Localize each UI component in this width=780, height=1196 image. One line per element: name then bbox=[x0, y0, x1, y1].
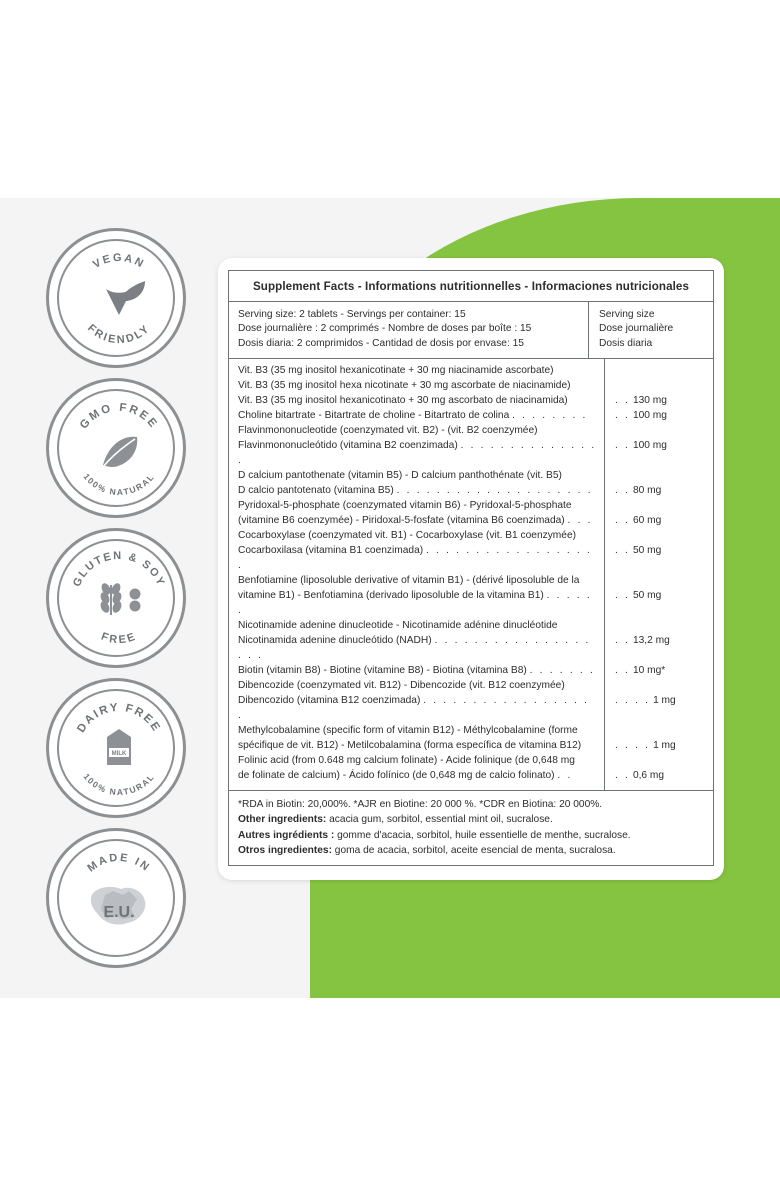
leader-dots: . . bbox=[615, 545, 631, 557]
gmo-free-badge bbox=[46, 378, 186, 518]
other-ingredients-label-es: Otros ingredientes: bbox=[238, 844, 332, 856]
vegan-friendly-badge-art bbox=[49, 231, 189, 371]
dosis-diaria-label: Dosis diaria bbox=[599, 337, 653, 349]
vegan-friendly-bottom-text: FRIENDLY bbox=[85, 322, 153, 347]
nutrient-name-line: Vit. B3 (35 mg inositol hexanicotinato + 30 mg ascorbato de niacinamida) bbox=[238, 395, 568, 407]
nutrient-name-line: Nicotinamida adenine dinucleótido (NADH) bbox=[238, 635, 432, 647]
made-in-eu-badge bbox=[46, 828, 186, 968]
milk-carton-icon bbox=[107, 729, 131, 765]
nutrient-amount: 50 mg bbox=[632, 590, 662, 602]
other-ingredients-en bbox=[238, 812, 704, 827]
other-ingredients-es bbox=[238, 843, 704, 858]
rda-footnote: *RDA in Biotin: 20,000%. *AJR en Biotine: 20 000 %. *CDR en Biotina: 20 000%. bbox=[238, 799, 603, 811]
nutrient-name-line: Biotin (vitamin B8) - Biotine (vitamine B8) - Biotina (vitamina B8) bbox=[238, 665, 527, 677]
serving-information bbox=[229, 302, 713, 358]
nutrient-name-line: Nicotinamide adenine dinucleotide - Nicotinamide adénine dinucléotide bbox=[238, 620, 558, 632]
dairy-free-badge bbox=[46, 678, 186, 818]
other-ingredients-label-en: Other ingredients: bbox=[238, 814, 327, 826]
milk-carton-label: MILK bbox=[111, 751, 127, 757]
nutrient-row bbox=[229, 619, 713, 664]
svg-text:GLUTEN & SOY bbox=[71, 550, 167, 589]
nutrient-list bbox=[229, 359, 713, 790]
leader-dots: . . . . bbox=[615, 695, 651, 707]
nutrient-amount: 100 mg bbox=[632, 410, 667, 422]
nutrient-row bbox=[229, 499, 713, 529]
svg-text:FREE bbox=[99, 630, 138, 646]
serving-information-left bbox=[229, 302, 588, 358]
wheat-icon bbox=[99, 582, 123, 615]
certification-badges bbox=[46, 228, 198, 978]
nutrient-amount: 10 mg* bbox=[632, 665, 666, 677]
other-ingredients-fr bbox=[238, 828, 704, 843]
nutrient-name-line: Dibencozido (vitamina B12 coenzimada) bbox=[238, 695, 421, 707]
leader-dots: . . bbox=[615, 410, 631, 422]
nutrient-row bbox=[229, 364, 713, 409]
inline-dots: . . bbox=[557, 770, 573, 782]
nutrient-name-line: Pyridoxal-5-phosphate (coenzymated vitamin B6) - Pyridoxal-5-phosphate bbox=[238, 500, 572, 512]
nutrient-name-line: Flavinmononucleótido (vitamina B2 coenzimada) bbox=[238, 440, 458, 452]
gmo-free-badge-art bbox=[49, 381, 189, 521]
nutrient-amount: 1 mg bbox=[653, 695, 676, 707]
inline-dots: . . . . . . . . . . . . . . . . . . bbox=[238, 545, 593, 572]
other-ingredients-text-en: acacia gum, sorbitol, essential mint oil, sucralose. bbox=[326, 814, 553, 826]
nutrient-amount: 1 mg bbox=[653, 740, 676, 752]
svg-text:FRIENDLY bbox=[85, 322, 153, 346]
leader-dots: . . bbox=[615, 635, 631, 647]
vegan-friendly-top-text: VEGAN bbox=[90, 251, 147, 271]
gluten-soy-free-bottom-text: FREE bbox=[99, 630, 139, 647]
nutrient-row bbox=[229, 724, 713, 754]
other-ingredients-text-fr: gomme d'acacia, sorbitol, huile essentielle de menthe, sucralose. bbox=[334, 829, 631, 841]
nutrient-row bbox=[229, 424, 713, 469]
nutrient-name-line: Cocarboxilasa (vitamina B1 coenzimada) bbox=[238, 545, 424, 557]
nutrient-name-line: (vitamine B6 coenzymée) - Piridoxal-5-fosfate (vitamina B6 coenzimada) bbox=[238, 515, 565, 527]
nutrient-name-line: Vit. B3 (35 mg inositol hexanicotinate + 30 mg niacinamide ascorbate) bbox=[238, 365, 554, 377]
nutrient-name-line: de folinate de calcium) - Ácido folínico (de 0,648 mg de calcio folinato) bbox=[238, 770, 555, 782]
footnotes bbox=[229, 791, 713, 865]
inline-dots: . . . . . . . . . . . . . . . . . . . bbox=[238, 635, 591, 662]
supplement-facts-title: Supplement Facts - Informations nutritionnelles - Informaciones nutricionales bbox=[252, 280, 690, 293]
nutrient-name-line: Dibencozide (coenzymated vit. B12) - Dibencozide (vit. B12 coenzymée) bbox=[238, 680, 565, 692]
svg-text:VEGAN bbox=[91, 252, 147, 271]
nutrient-row bbox=[229, 574, 713, 619]
other-ingredients-text-es: goma de acacia, sorbitol, aceite esencial de menta, sucralosa. bbox=[331, 844, 616, 856]
serving-size-label: Serving size bbox=[599, 309, 655, 320]
serving-line: Serving size: 2 tablets - Servings per container: 15 bbox=[238, 309, 466, 320]
leader-dots: . . bbox=[615, 395, 631, 407]
svg-text:100% NATURAL bbox=[81, 771, 156, 797]
inline-dots: . . . . . . . . . . . . . . . bbox=[238, 440, 597, 467]
nutrient-name-line: Vit. B3 (35 mg inositol hexa nicotinate + 30 mg ascorbate de niacinamide) bbox=[238, 380, 571, 392]
nutrient-name-line: Benfotiamine (liposoluble derivative of vitamin B1) - (dérivé liposoluble de la bbox=[238, 575, 580, 587]
nutrient-name-line: spécifique de vit. B12) - Metilcobalamina (forma específica de vitamina B12) bbox=[238, 740, 582, 752]
leader-dots: . . bbox=[615, 440, 631, 452]
other-ingredients-label-fr: Autres ingrédients : bbox=[238, 829, 335, 841]
leaf-icon bbox=[106, 281, 145, 315]
nutrient-amount: 80 mg bbox=[632, 485, 662, 497]
nutrient-name-line: Cocarboxylase (coenzymated vit. B1) - Cocarboxylase (vit. B1 coenzymée) bbox=[238, 530, 577, 542]
svg-text:100% NATURAL bbox=[81, 471, 156, 497]
nutrient-name-line: vitamine B1) - Benfotiamina (derivado liposoluble de la vitamina B1) bbox=[238, 590, 544, 602]
nutrient-name-line: D calcio pantotenato (vitamina B5) bbox=[238, 485, 394, 497]
gluten-soy-free-badge-art bbox=[49, 531, 189, 671]
gluten-soy-free-top-text: GLUTEN & SOY bbox=[70, 549, 168, 589]
nutrient-row bbox=[229, 409, 713, 424]
nutrient-row bbox=[229, 754, 713, 784]
supplement-facts-table bbox=[228, 270, 714, 866]
made-in-eu-badge-art bbox=[49, 831, 189, 971]
dairy-free-badge-art bbox=[49, 681, 189, 821]
dose-journaliere-label: Dose journalière bbox=[599, 323, 674, 335]
dairy-free-top-text: DAIRY FREE bbox=[75, 701, 163, 735]
leader-dots: . . bbox=[615, 485, 631, 497]
svg-text:GMO FREE bbox=[78, 402, 160, 432]
nutrient-amount: 100 mg bbox=[632, 440, 667, 452]
supplement-facts-card bbox=[218, 258, 724, 880]
leader-dots: . . bbox=[615, 665, 631, 677]
serving-line: Dose journalière : 2 comprimés - Nombre de doses par boîte : 15 bbox=[238, 323, 532, 335]
nutrient-name-line: Flavinmononucleotide (coenzymated vit. B2) - (vit. B2 coenzymée) bbox=[238, 425, 538, 437]
inline-dots: . . . . . . bbox=[238, 590, 592, 617]
inline-dots: . . . . . . . . bbox=[512, 410, 588, 422]
gluten-soy-free-badge bbox=[46, 528, 186, 668]
dairy-free-bottom-text: 100% NATURAL bbox=[81, 771, 157, 798]
inline-dots: . . . . . . . bbox=[529, 665, 595, 677]
leader-dots: . . bbox=[615, 770, 631, 782]
vegan-friendly-badge bbox=[46, 228, 186, 368]
leader-dots: . . . . bbox=[615, 740, 651, 752]
nutrient-name-line: Folinic acid (from 0.648 mg calcium folinate) - Acide folinique (de 0,648 mg bbox=[238, 755, 575, 767]
nutrient-amount: 0,6 mg bbox=[632, 770, 665, 782]
nutrient-row bbox=[229, 529, 713, 574]
nutrient-name-line: Methylcobalamine (specific form of vitamin B12) - Méthylcobalamine (forme bbox=[238, 725, 578, 737]
inline-dots: . . . . . . . . . . . . . . . . . . bbox=[238, 695, 590, 722]
nutrient-amount: 60 mg bbox=[632, 515, 662, 527]
nutrient-amount: 50 mg bbox=[632, 545, 662, 557]
nutrient-amount: 13,2 mg bbox=[632, 635, 670, 647]
made-in-eu-top-text: MADE IN bbox=[85, 851, 153, 875]
gmo-free-top-text: GMO FREE bbox=[77, 401, 161, 432]
soy-beans-icon bbox=[130, 589, 141, 612]
leaf-icon bbox=[103, 437, 137, 467]
serving-information-right bbox=[589, 302, 713, 358]
nutrient-name-line: Choline bitartrate - Bitartrate de choline - Bitartrato de colina bbox=[238, 410, 510, 422]
leader-dots: . . bbox=[615, 590, 631, 602]
svg-text:MADE IN bbox=[85, 852, 152, 875]
nutrient-name-line: D calcium pantothenate (vitamin B5) - D calcium panthothénate (vit. B5) bbox=[238, 470, 562, 482]
nutrient-amount: 130 mg bbox=[632, 395, 667, 407]
nutrient-row bbox=[229, 664, 713, 679]
inline-dots: . . . . . . . . . . . . . . . . . . . . bbox=[396, 485, 593, 497]
gmo-free-bottom-text: 100% NATURAL bbox=[81, 471, 157, 498]
inline-dots: . . . bbox=[567, 515, 593, 527]
nutrient-row bbox=[229, 469, 713, 499]
nutrient-row bbox=[229, 679, 713, 724]
made-in-eu-bottom-text: E.U. bbox=[103, 904, 135, 921]
serving-line: Dosis diaria: 2 comprimidos - Cantidad de dosis por envase: 15 bbox=[238, 337, 524, 349]
leader-dots: . . bbox=[615, 515, 631, 527]
